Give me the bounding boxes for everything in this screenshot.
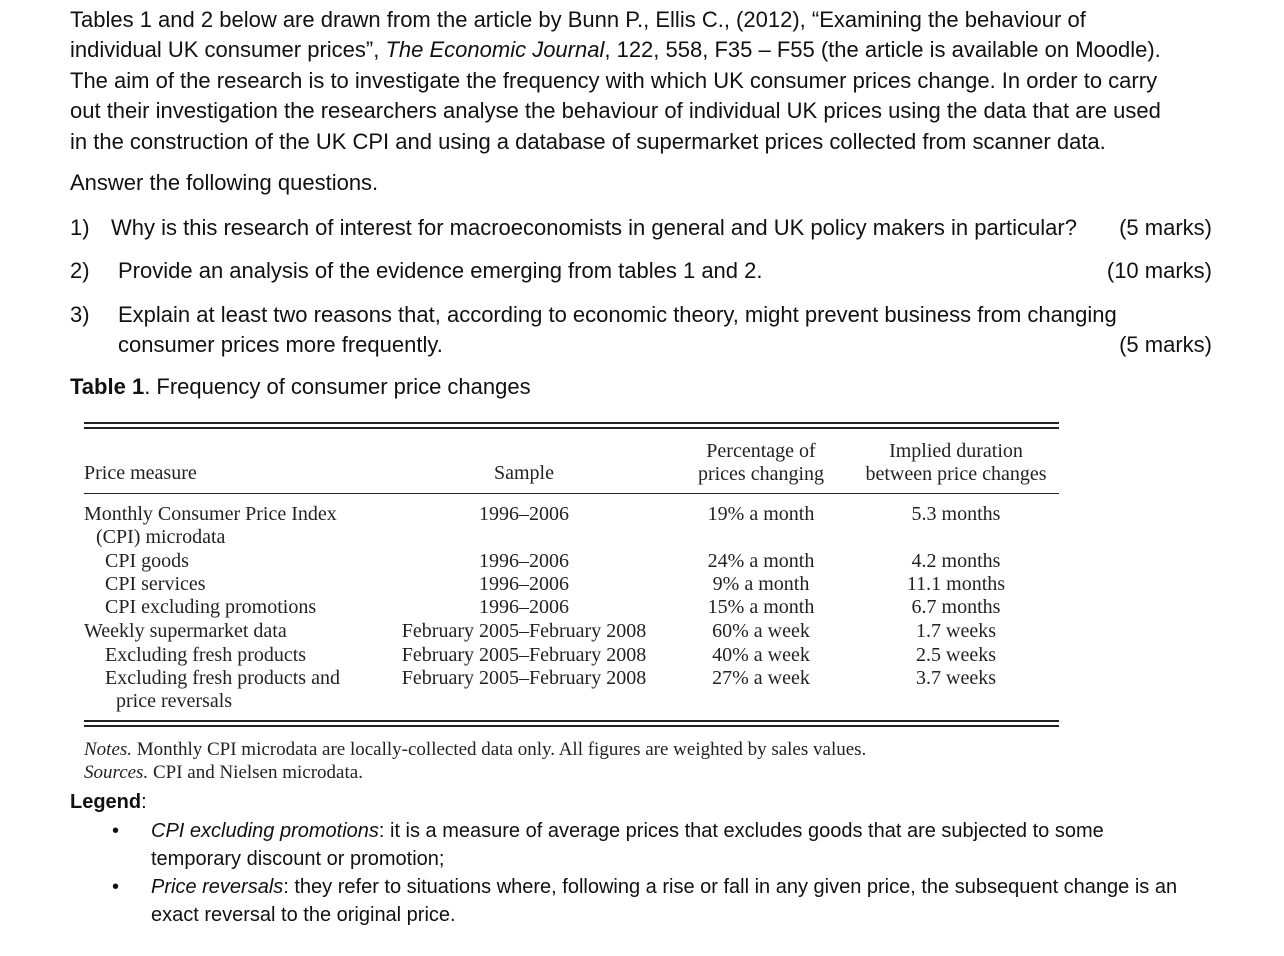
table-row-percentage: 9% a month <box>712 573 810 595</box>
table-row-percentage: 19% a month <box>707 503 815 525</box>
legend-label: Legend <box>70 791 142 813</box>
table-top-rule-2 <box>84 427 1059 429</box>
legend-definition-line-2: exact reversal to the original price. <box>151 903 456 926</box>
table-row-percentage: 24% a month <box>707 550 815 572</box>
table-bottom-rule-2 <box>84 725 1059 727</box>
question-3-marks: (5 marks) <box>1119 332 1212 357</box>
table-row-sample: 1996–2006 <box>479 503 569 525</box>
intro-line-2-post: , 122, 558, F35 – F55 (the article is available on Moodle). <box>604 37 1161 63</box>
notes-label: Notes. <box>84 739 133 760</box>
question-1-number: 1) <box>70 215 90 240</box>
table-row-measure: CPI goods <box>105 550 189 572</box>
question-2-number: 2) <box>70 258 90 283</box>
header-implied-duration <box>851 440 1061 486</box>
table-header-rule <box>84 493 1059 494</box>
table-row-measure: price reversals <box>116 690 233 712</box>
question-2-text: Provide an analysis of the evidence emerging from tables 1 and 2. <box>118 258 763 283</box>
legend-definition-line-1: : they refer to situations where, following a rise or fall in any given price, the subsequent change is an <box>283 876 1178 898</box>
header-sample: Sample <box>494 462 554 484</box>
notes-text: Monthly CPI microdata are locally-collected data only. All figures are weighted by sales values. <box>132 739 867 760</box>
table-1-caption: . Frequency of consumer price changes <box>144 374 531 399</box>
table-row-sample: February 2005–February 2008 <box>401 644 647 666</box>
table-notes <box>84 738 866 784</box>
header-percentage-line-2: prices changing <box>697 463 825 485</box>
answer-prompt: Answer the following questions. <box>70 170 379 195</box>
intro-line-5: in the construction of the UK CPI and using a database of supermarket prices collected from scanner data. <box>70 128 1106 154</box>
table-row-duration: 2.5 weeks <box>916 644 996 666</box>
sources-text: CPI and Nielsen microdata. <box>148 762 363 783</box>
table-row-sample: 1996–2006 <box>479 550 569 572</box>
table-row-duration: 3.7 weeks <box>916 667 996 689</box>
table-row-duration: 11.1 months <box>906 573 1006 595</box>
legend-definition-line-2: temporary discount or promotion; <box>151 847 445 870</box>
table-row-sample: February 2005–February 2008 <box>401 667 647 689</box>
legend-item-cpi-excluding-promotions <box>151 818 1231 873</box>
table-row-duration: 4.2 months <box>911 550 1001 572</box>
table-row-duration: 5.3 months <box>911 503 1001 525</box>
intro-line-1: Tables 1 and 2 below are drawn from the article by Bunn P., Ellis C., (2012), “Examining the behaviour of <box>70 7 1086 32</box>
intro-line-3: The aim of the research is to investigate the frequency with which UK consumer prices change. In order to carry <box>70 67 1158 93</box>
table-row-duration: 6.7 months <box>911 596 1001 618</box>
question-2-marks: (10 marks) <box>1106 258 1212 283</box>
table-row-percentage: 40% a week <box>712 644 810 666</box>
table-row-measure: Excluding fresh products <box>105 644 307 666</box>
bullet-icon: • <box>112 820 120 842</box>
table-row-percentage: 60% a week <box>712 620 810 642</box>
journal-name: The Economic Journal <box>385 37 605 63</box>
table-row-measure: CPI excluding promotions <box>105 596 317 618</box>
header-duration-line-1: Implied duration <box>889 440 1023 462</box>
table-row-duration: 1.7 weeks <box>916 620 996 642</box>
legend-colon: : <box>141 791 147 813</box>
question-3-text-line-1: Explain at least two reasons that, according to economic theory, might prevent business from changing <box>118 302 1117 327</box>
legend-definition-line-1: : it is a measure of average prices that excludes goods that are subjected to some <box>378 820 1104 842</box>
table-row-sample: 1996–2006 <box>479 596 569 618</box>
table-row-sample: February 2005–February 2008 <box>401 620 647 642</box>
table-row-measure: (CPI) microdata <box>96 526 226 548</box>
question-1-marks: (5 marks) <box>1119 215 1212 240</box>
intro-paragraph <box>70 5 1250 157</box>
question-1-text: Why is this research of interest for macroeconomists in general and UK policy makers in particular? <box>111 215 1077 240</box>
question-3-number: 3) <box>70 302 90 327</box>
table-top-rule-1 <box>84 422 1059 424</box>
legend-term: Price reversals <box>151 876 284 898</box>
table-row-sample: 1996–2006 <box>479 573 569 595</box>
table-bottom-rule-1 <box>84 720 1059 722</box>
table-row-measure: Excluding fresh products and <box>105 667 340 689</box>
table-row-percentage: 27% a week <box>712 667 810 689</box>
table-row-measure: Weekly supermarket data <box>84 620 287 642</box>
table-row-measure: Monthly Consumer Price Index <box>84 503 337 525</box>
bullet-icon: • <box>112 876 120 898</box>
intro-line-4: out their investigation the researchers analyse the behaviour of individual UK prices using the data that are used <box>70 98 1161 124</box>
table-row-measure: CPI services <box>105 573 206 595</box>
header-price-measure: Price measure <box>84 462 197 484</box>
legend-item-price-reversals <box>151 874 1231 929</box>
intro-line-2-pre: individual UK consumer prices”, <box>70 37 386 63</box>
sources-label: Sources. <box>84 762 149 783</box>
table-1-label: Table 1 <box>70 374 145 399</box>
table-row-percentage: 15% a month <box>707 596 815 618</box>
header-duration-line-2: between price changes <box>865 463 1047 485</box>
header-percentage <box>681 440 841 486</box>
legend-term: CPI excluding promotions <box>151 820 379 842</box>
header-percentage-line-1: Percentage of <box>706 440 816 462</box>
question-3-text-line-2: consumer prices more frequently. <box>118 332 443 357</box>
legend-title <box>70 791 147 814</box>
table-1-title <box>70 374 531 400</box>
